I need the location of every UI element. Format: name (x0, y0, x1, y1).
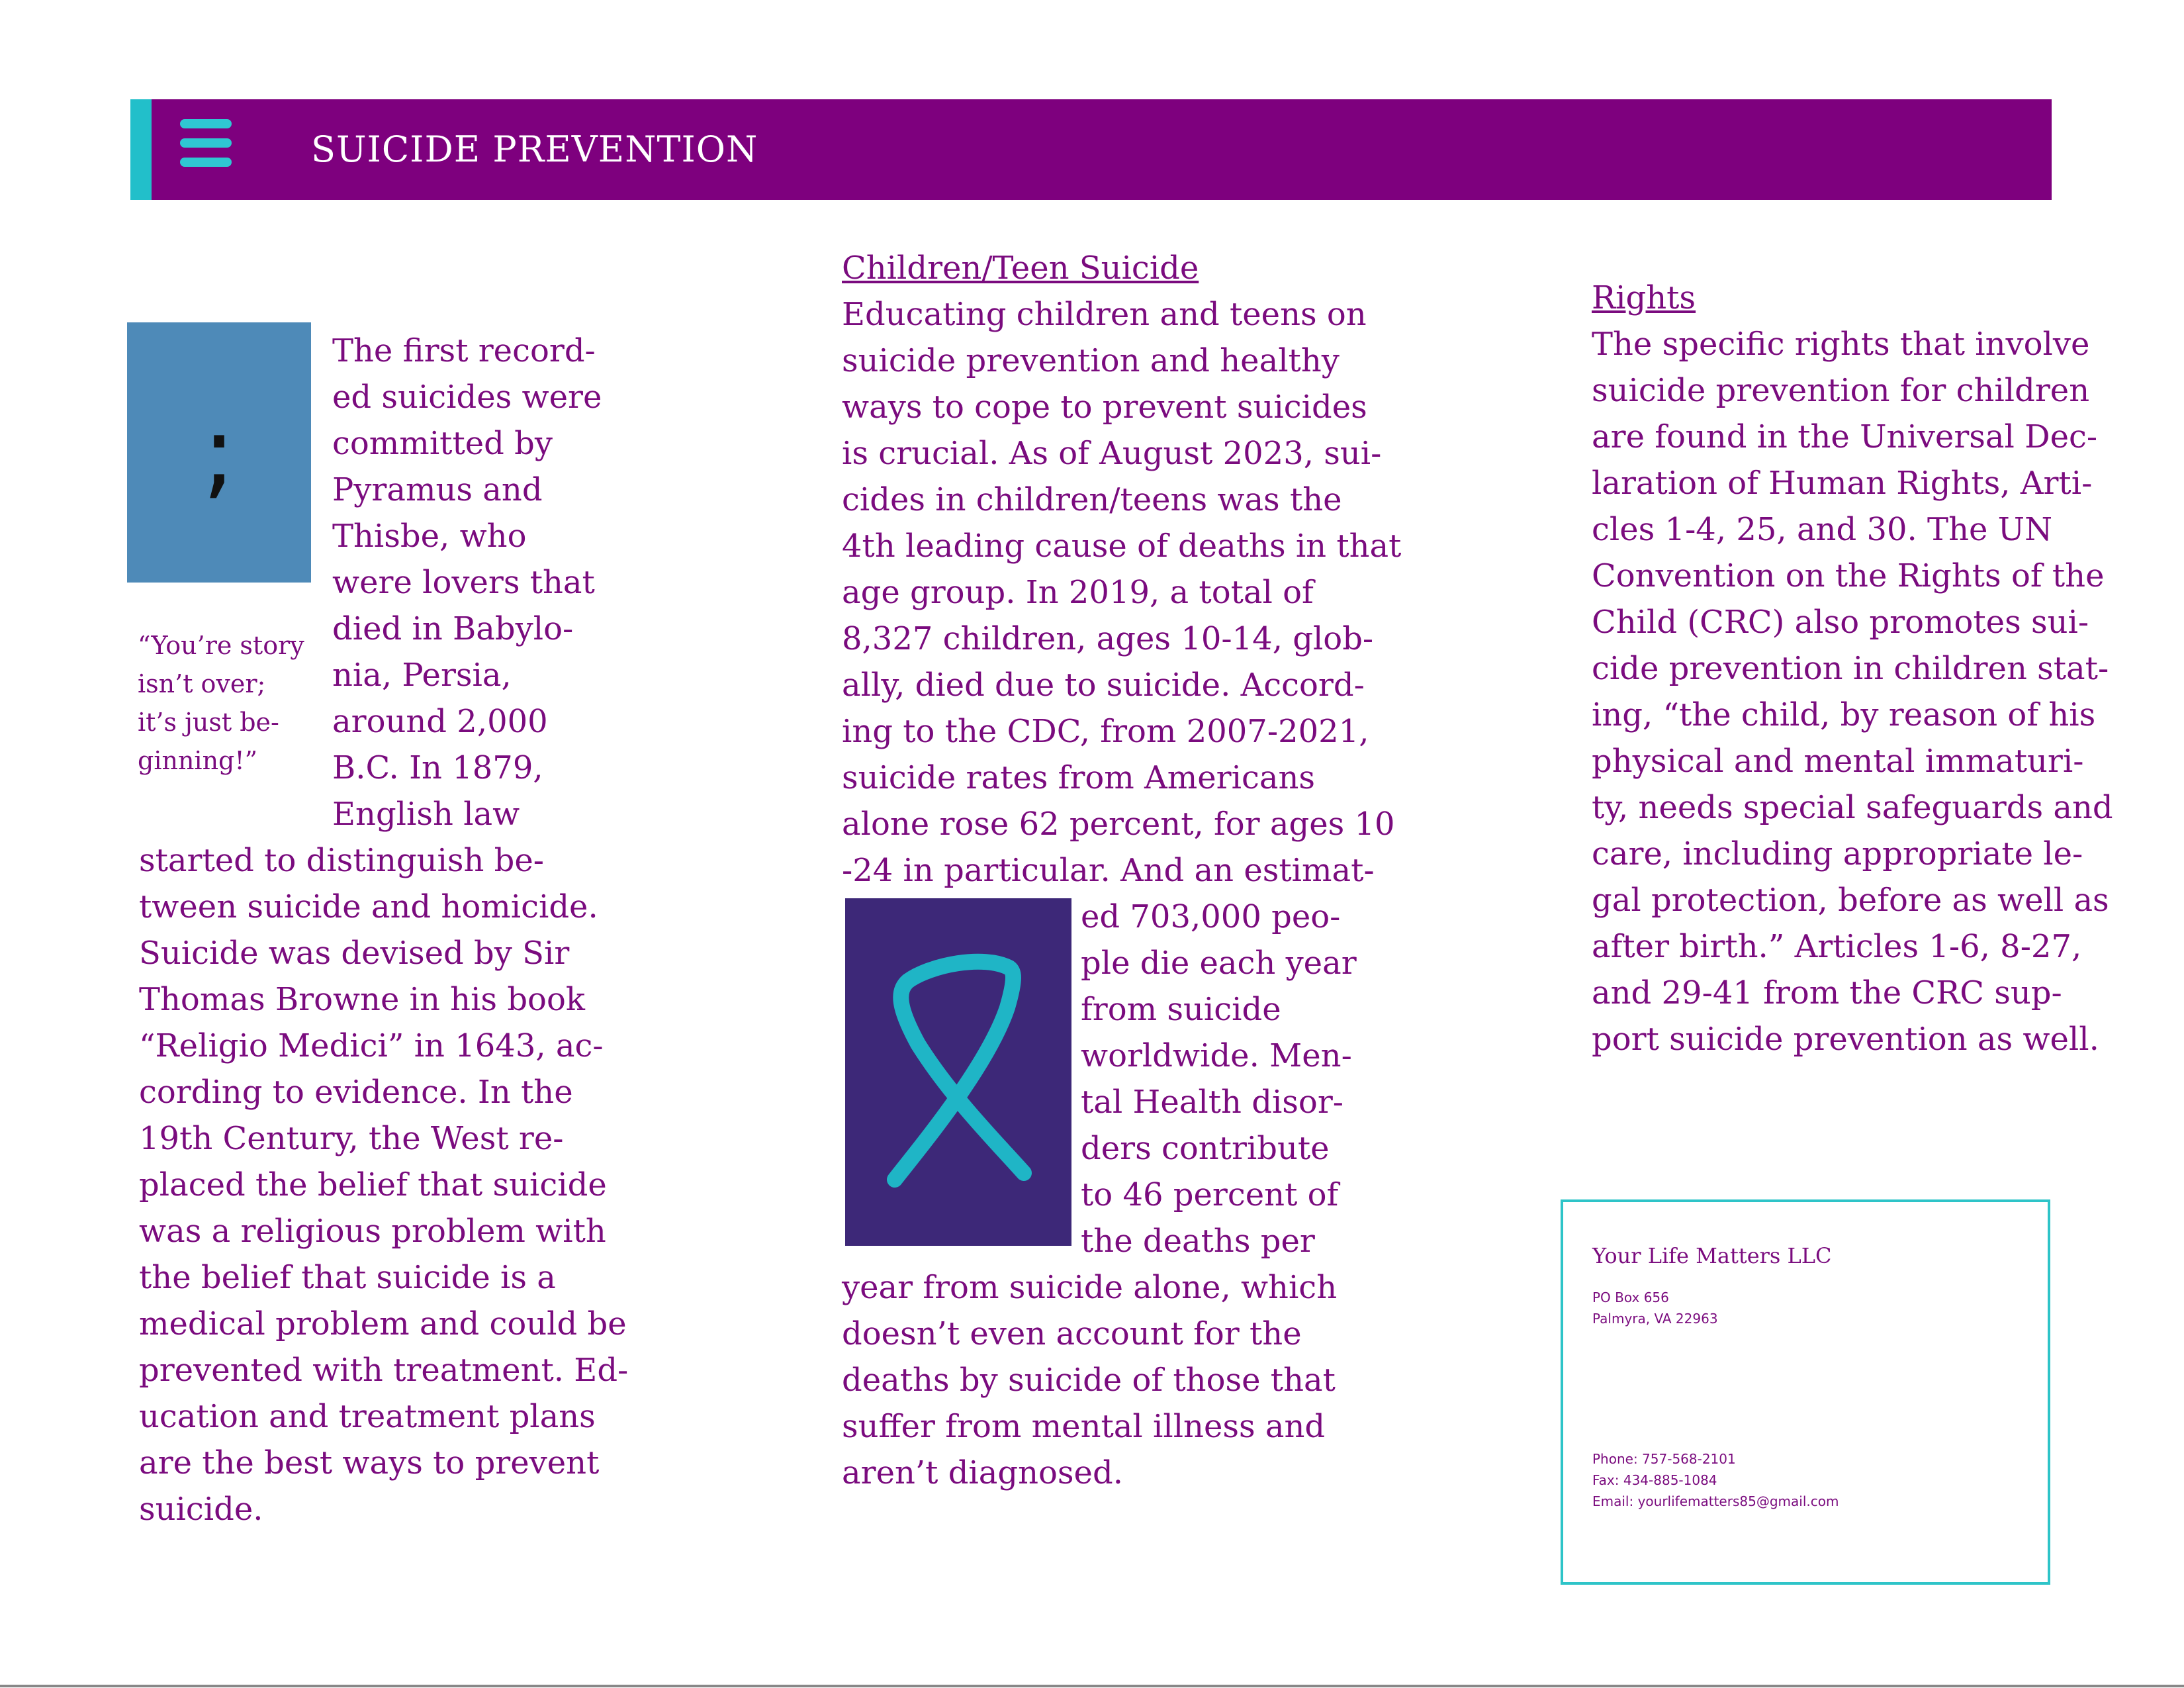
text-line: are the best ways to prevent (139, 1444, 600, 1481)
text-line: Child (CRC) also promotes sui- (1592, 604, 2089, 641)
email-address[interactable]: Email: yourlifematters85@gmail.com (1592, 1493, 1839, 1509)
text-line: the belief that suicide is a (139, 1259, 556, 1296)
text-line: tal Health disor- (1081, 1084, 1343, 1121)
teen-suicide-text-bottom (842, 1264, 1337, 1496)
text-line: ty, needs special safeguards and (1592, 789, 2113, 826)
text-line: 4th leading cause of deaths in that (842, 528, 1402, 565)
text-line: worldwide. Men- (1081, 1037, 1352, 1074)
awareness-ribbon-icon (845, 898, 1071, 1246)
text-line: ple die each year (1081, 945, 1357, 982)
text-line: from suicide (1081, 991, 1281, 1028)
quote-line: it’s just be- (138, 708, 279, 737)
quote-line: “You’re story (138, 631, 304, 660)
text-line: ing to the CDC, from 2007-2021, (842, 713, 1369, 750)
text-line: doesn’t even account for the (842, 1315, 1302, 1352)
text-line: ders contribute (1081, 1130, 1330, 1167)
text-line: ed suicides were (332, 379, 602, 416)
text-line: physical and mental immaturi- (1592, 743, 2084, 780)
text-line: ed 703,000 peo- (1081, 898, 1341, 935)
phone-number: Phone: 757-568-2101 (1592, 1451, 1736, 1467)
quote-line: isn’t over; (138, 669, 266, 698)
history-text-top (332, 328, 602, 837)
semicolon-glyph: ; (202, 395, 236, 510)
text-line: suicide rates from Americans (842, 759, 1315, 796)
text-line: Suicide was devised by Sir (139, 935, 570, 972)
address-line: PO Box 656 (1592, 1289, 1669, 1305)
fax-number: Fax: 434-885-1084 (1592, 1472, 1717, 1488)
text-line: are found in the Universal Dec- (1592, 418, 2098, 455)
text-line: Pyramus and (332, 471, 543, 508)
text-line: age group. In 2019, a total of (842, 574, 1314, 611)
company-name: Your Life Matters LLC (1592, 1243, 1832, 1268)
quote-block (138, 626, 316, 780)
text-line: suicide prevention and healthy (842, 342, 1340, 379)
teen-suicide-text-wrap (1081, 894, 1357, 1264)
text-line: died in Babylo- (332, 610, 574, 647)
text-line: ucation and treatment plans (139, 1398, 596, 1435)
text-line: suffer from mental illness and (842, 1408, 1326, 1445)
text-line: English law (332, 796, 520, 833)
text-line: port suicide prevention as well. (1592, 1021, 2099, 1058)
header-accent-bar (130, 99, 152, 200)
section-heading-children-teen: Children/Teen Suicide (842, 250, 1199, 287)
text-line: cles 1-4, 25, and 30. The UN (1592, 511, 2053, 548)
text-line: the deaths per (1081, 1223, 1315, 1260)
address-block (1592, 1287, 1718, 1329)
text-line: gal protection, before as well as (1592, 882, 2109, 919)
text-line: cide prevention in children stat- (1592, 650, 2109, 687)
text-line: The first record- (332, 332, 596, 369)
text-line: ally, died due to suicide. Accord- (842, 667, 1365, 704)
text-line: after birth.” Articles 1-6, 8-27, (1592, 928, 2082, 965)
text-line: laration of Human Rights, Arti- (1592, 465, 2093, 502)
text-line: ing, “the child, by reason of his (1592, 696, 2096, 733)
text-line: committed by (332, 425, 553, 462)
text-line: deaths by suicide of those that (842, 1362, 1336, 1399)
text-line: 19th Century, the West re- (139, 1120, 564, 1157)
teen-suicide-text-top (842, 245, 1401, 894)
text-line: around 2,000 (332, 703, 548, 740)
page-bottom-border (0, 1685, 2184, 1687)
text-line: medical problem and could be (139, 1305, 627, 1342)
contact-box (1561, 1199, 2050, 1585)
contact-details (1592, 1448, 1839, 1512)
text-line: care, including appropriate le- (1592, 835, 2083, 872)
rights-text (1592, 275, 2113, 1062)
text-line: is crucial. As of August 2023, sui- (842, 435, 1382, 472)
history-text-bottom (139, 837, 628, 1532)
text-line: aren’t diagnosed. (842, 1454, 1123, 1491)
text-line: Educating children and teens on (842, 296, 1367, 333)
awareness-ribbon-image (845, 898, 1071, 1246)
text-line: to 46 percent of (1081, 1176, 1339, 1213)
text-line: year from suicide alone, which (842, 1269, 1338, 1306)
text-line: Thomas Browne in his book (139, 981, 585, 1018)
text-line: -24 in particular. And an estimat- (842, 852, 1375, 889)
text-line: The specific rights that involve (1592, 326, 2090, 363)
text-line: suicide. (139, 1491, 263, 1528)
text-line: “Religio Medici” in 1643, ac- (139, 1027, 604, 1064)
text-line: nia, Persia, (332, 657, 512, 694)
section-heading-rights: Rights (1592, 279, 1696, 316)
page-title: SUICIDE PREVENTION (311, 128, 758, 170)
text-line: started to distinguish be- (139, 842, 545, 879)
text-line: was a religious problem with (139, 1213, 606, 1250)
text-line: tween suicide and homicide. (139, 888, 598, 925)
text-line: prevented with treatment. Ed- (139, 1352, 629, 1389)
hamburger-menu-icon[interactable] (180, 119, 232, 167)
text-line: placed the belief that suicide (139, 1166, 607, 1203)
text-line: Convention on the Rights of the (1592, 557, 2105, 594)
text-line: cides in children/teens was the (842, 481, 1342, 518)
text-line: suicide prevention for children (1592, 372, 2090, 409)
quote-line: ginning!” (138, 746, 258, 775)
text-line: were lovers that (332, 564, 595, 601)
address-line: Palmyra, VA 22963 (1592, 1311, 1718, 1327)
text-line: alone rose 62 percent, for ages 10 (842, 806, 1395, 843)
text-line: Thisbe, who (332, 518, 527, 555)
text-line: and 29-41 from the CRC sup- (1592, 974, 2062, 1011)
text-line: 8,327 children, ages 10-14, glob- (842, 620, 1374, 657)
text-line: cording to evidence. In the (139, 1074, 573, 1111)
text-line: B.C. In 1879, (332, 749, 543, 786)
semicolon-image (127, 322, 311, 583)
text-line: ways to cope to prevent suicides (842, 389, 1367, 426)
